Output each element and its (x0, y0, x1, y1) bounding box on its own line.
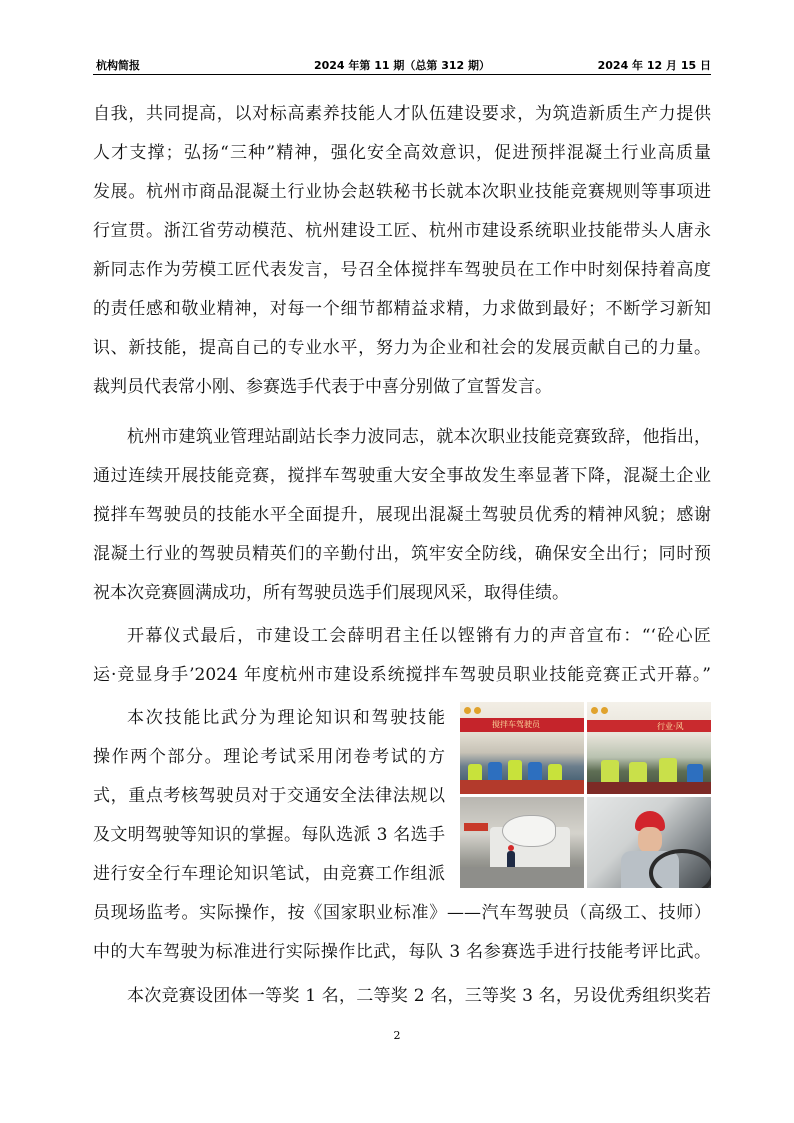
header-issue-number: 2024 年第 11 期（总第 312 期） (313, 59, 491, 72)
steering-wheel (649, 849, 711, 888)
body-line: 祝本次竞赛圆满成功，所有驾驶员选手们展现风采，取得佳绩。 (93, 583, 569, 603)
body-line: 开幕仪式最后，市建设工会薛明君主任以铿锵有力的声音宣布：“‘砼心匠 (127, 626, 711, 646)
emblem-icon (601, 707, 608, 714)
body-line: 发展。杭州市商品混凝土行业协会赵轶秘书长就本次职业技能竞赛规则等事项进 (93, 182, 711, 202)
body-line: 行宣贯。浙江省劳动模范、杭州建设工匠、杭州市建设系统职业技能带头人唐永 (93, 221, 711, 241)
body-line: 搅拌车驾驶员的技能水平全面提升，展现出混凝土驾驶员优秀的精神风貌；感谢 (93, 505, 711, 525)
page-header (93, 56, 711, 75)
photo-driver-in-cab (587, 797, 711, 888)
body-line: 识、新技能，提高自己的专业水平，努力为企业和社会的发展贡献自己的力量。 (93, 338, 711, 358)
body-line: 通过连续开展技能竞赛，搅拌车驾驶重大安全事故发生率显著下降，混凝土企业 (93, 466, 711, 486)
body-line: 混凝土行业的驾驶员精英们的辛勤付出，筑牢安全防线，确保安全出行；同时预 (93, 544, 711, 564)
photo-collage (460, 702, 711, 888)
photo-exam-candidates (587, 702, 711, 794)
emblem-icon (474, 707, 481, 714)
body-line: 人才支撑；弘扬“三种”精神，强化安全高效意识，促进预拌混凝土行业高质量 (93, 143, 711, 163)
header-date: 2024 年 12 月 15 日 (597, 59, 711, 72)
body-line: 操作两个部分。理论考试采用闭卷考试的方 (93, 747, 445, 767)
body-line: 式，重点考核驾驶员对于交通安全法律法规以 (93, 786, 445, 806)
header-publication-name: 杭构简报 (96, 59, 140, 72)
body-line: 的责任感和敬业精神，对每一个细节都精益求精，力求做到最好；不断学习新知 (93, 299, 711, 319)
body-line: 进行安全行车理论知识笔试，由竞赛工作组派 (93, 864, 445, 884)
body-line: 中的大车驾驶为标准进行实际操作比武，每队 3 名参赛选手进行技能考评比武。 (93, 942, 711, 962)
body-line: 裁判员代表常小刚、参赛选手代表于中喜分别做了宣誓发言。 (93, 377, 552, 397)
body-line: 杭州市建筑业管理站副站长李力波同志，就本次职业技能竞赛致辞，他指出， (127, 427, 711, 447)
emblem-icon (464, 707, 471, 714)
photo-mixer-truck-course (460, 797, 584, 888)
photo-banner-text: 搅拌车驾驶员 (492, 720, 540, 729)
body-line: 运·竞显身手’2024 年度杭州市建设系统搅拌车驾驶员职业技能竞赛正式开幕。” (93, 665, 711, 685)
photo-theory-exam-room (460, 702, 584, 794)
body-line: 员现场监考。实际操作，按《国家职业标准》——汽车驾驶员（高级工、技师） (93, 903, 711, 923)
body-line: 新同志作为劳模工匠代表发言，号召全体搅拌车驾驶员在工作中时刻保持着高度 (93, 260, 711, 280)
body-line: 自我，共同提高，以对标高素养技能人才队伍建设要求，为筑造新质生产力提供 (93, 104, 711, 124)
photo-banner-text: 行业·风 (657, 722, 684, 731)
emblem-icon (591, 707, 598, 714)
body-line: 本次技能比武分为理论知识和驾驶技能 (127, 708, 445, 728)
body-line: 本次竞赛设团体一等奖 1 名，二等奖 2 名，三等奖 3 名，另设优秀组织奖若 (127, 986, 711, 1006)
body-line: 及文明驾驶等知识的掌握。每队选派 3 名选手 (93, 825, 445, 845)
page-number: 2 (393, 1029, 401, 1042)
